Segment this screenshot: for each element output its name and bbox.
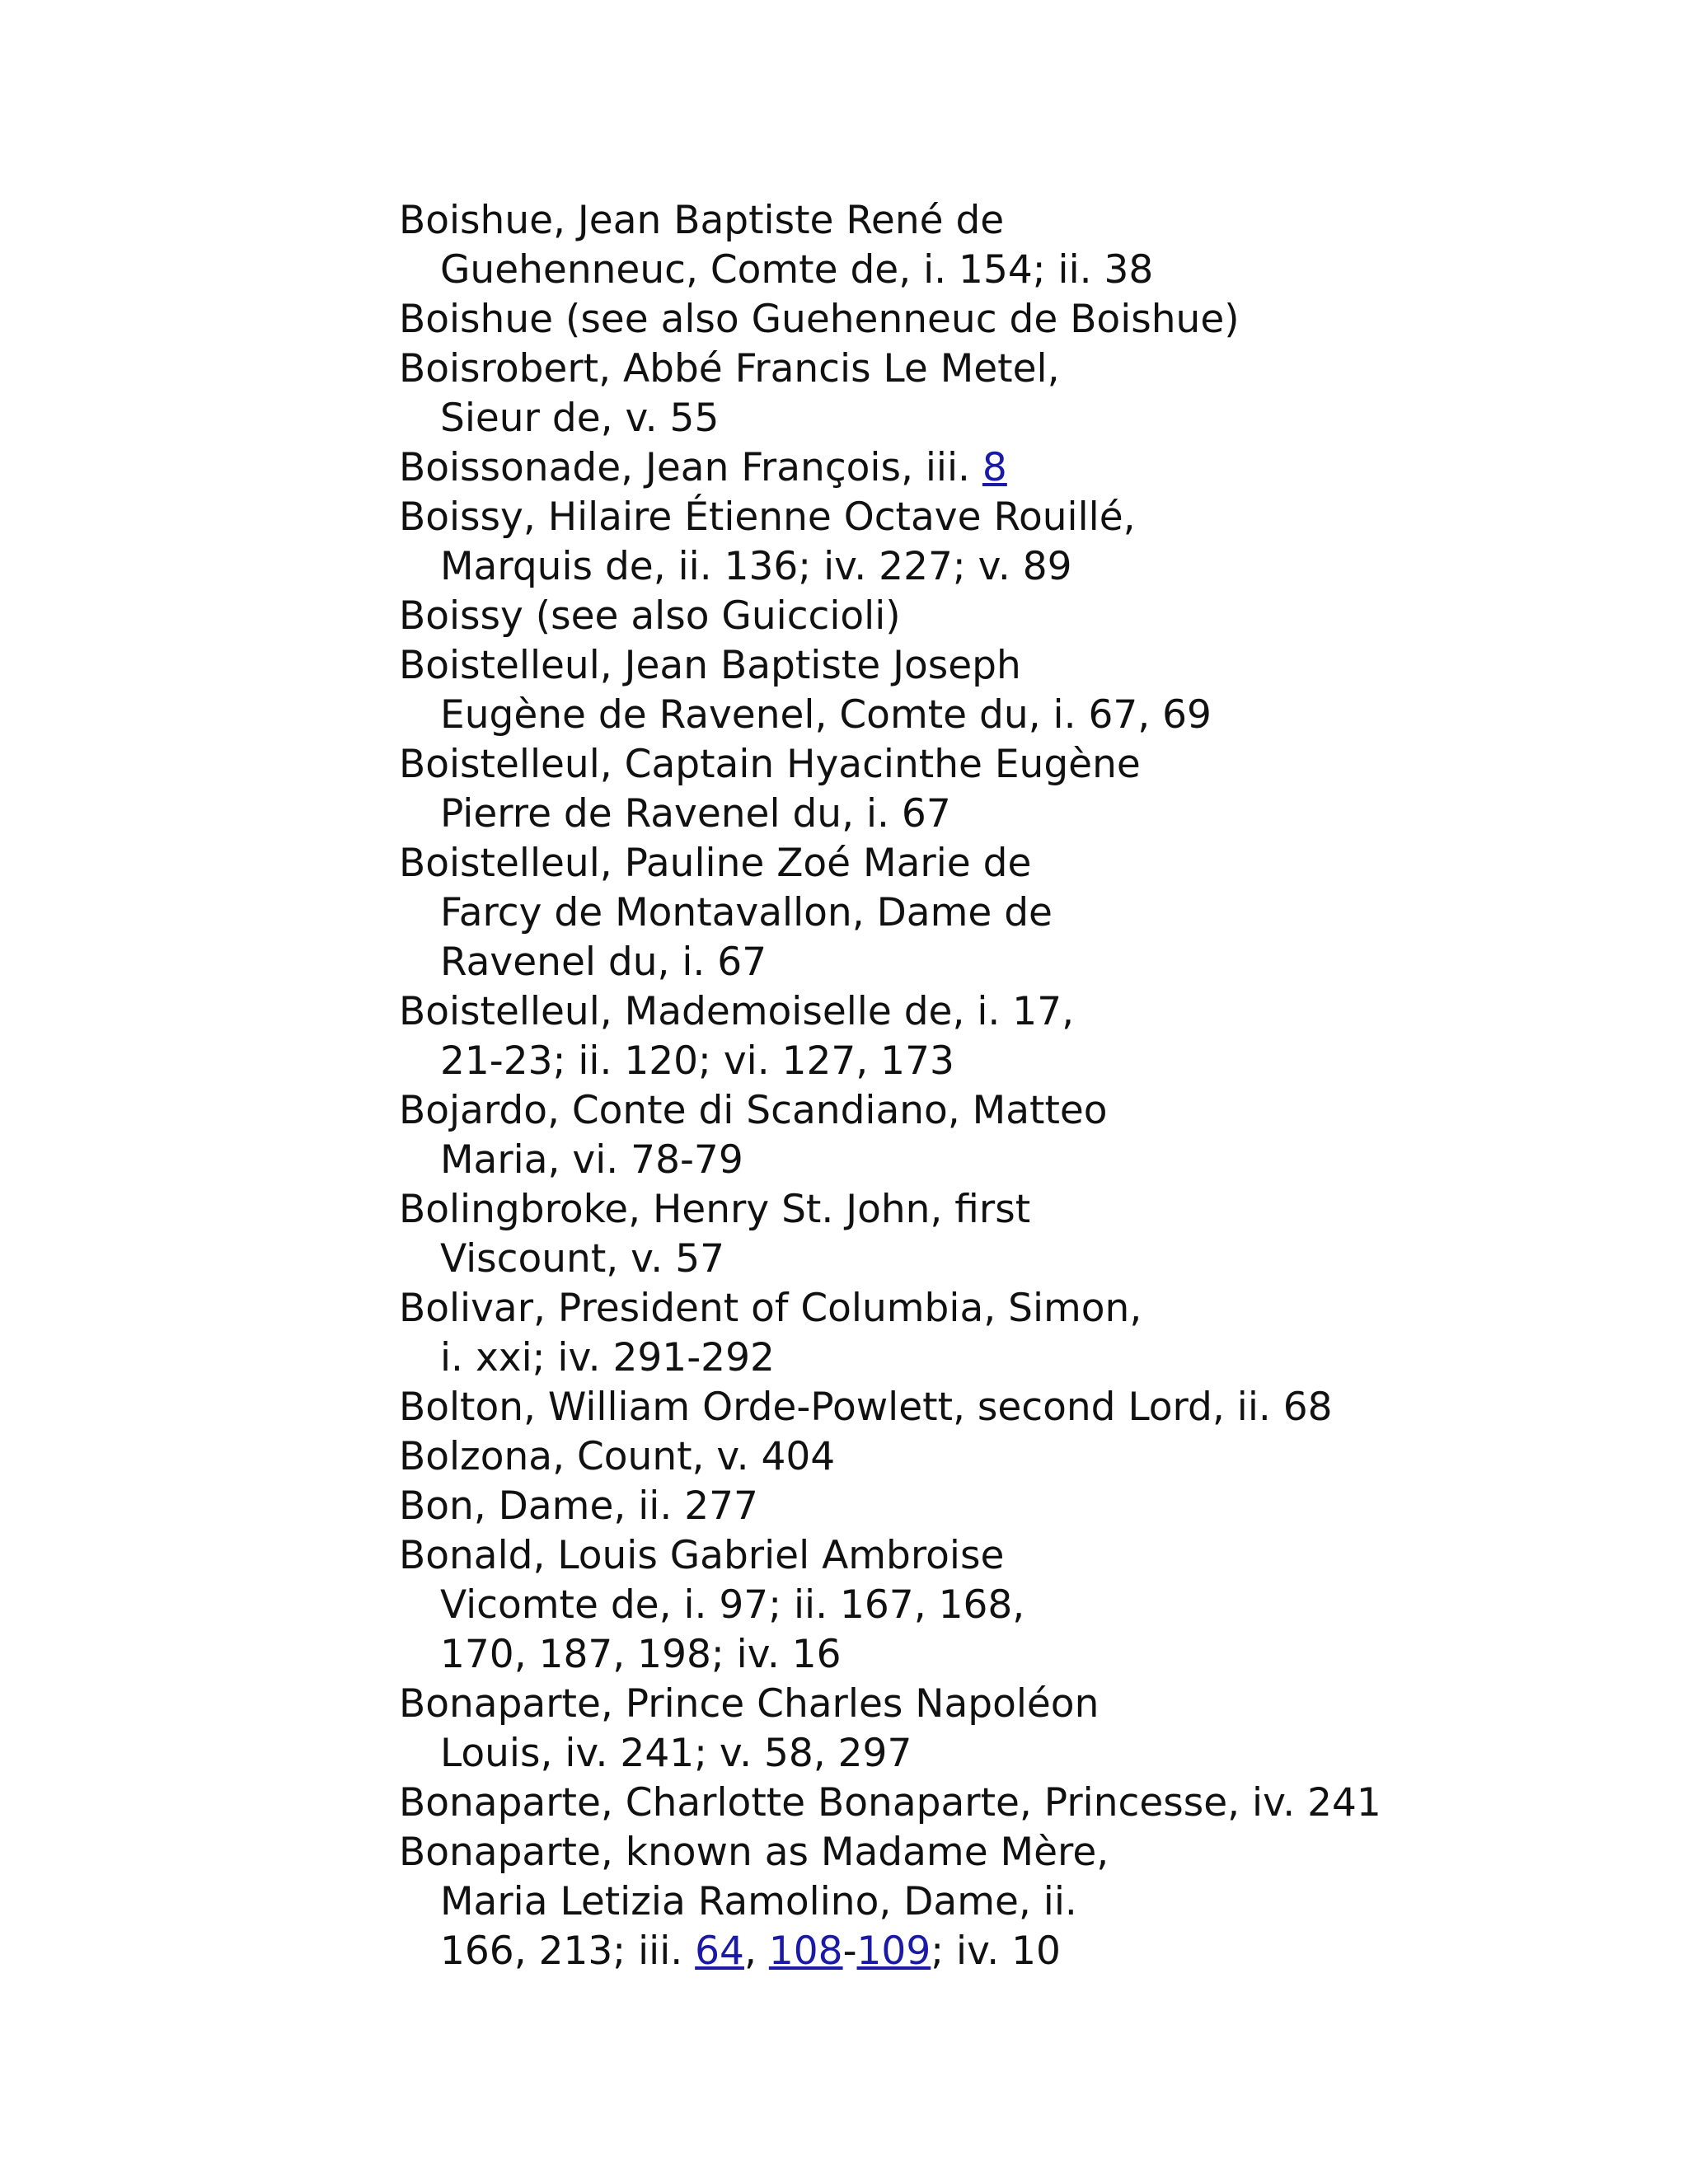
index-entry-heading [399,1383,1635,1432]
index-text: i. xxi; iv. 291-292 [440,1335,775,1380]
index-entry-heading [399,1779,1635,1828]
page-reference-link[interactable]: 108 [768,1929,843,1974]
index-text: Viscount, v. 57 [440,1236,724,1282]
index-entry [399,1284,1635,1383]
index-entry-heading [399,1828,1635,1877]
index-entry [399,641,1635,740]
index-entry-heading [399,344,1635,394]
index-entry-heading [399,1432,1635,1482]
index-text: Marquis de, ii. 136; iv. 227; v. 89 [440,544,1072,589]
index-entry-continuation [399,1729,1635,1779]
index-entry-continuation [399,888,1635,938]
index-text: Bonald, Louis Gabriel Ambroise [399,1533,1005,1578]
index-text: Louis, iv. 241; v. 58, 297 [440,1731,912,1776]
index-text: - [842,1929,857,1974]
index-text: Boistelleul, Jean Baptiste Joseph [399,643,1021,688]
index-entry-heading [399,493,1635,542]
index-text: ; iv. 10 [931,1929,1061,1974]
index-text: Boishue (see also Guehenneuc de Boishue) [399,297,1240,342]
index-entry-heading [399,1185,1635,1235]
index-entry-heading [399,592,1635,641]
page-reference-link[interactable]: 8 [982,445,1007,490]
index-entry-heading [399,1284,1635,1333]
index-entry-heading [399,641,1635,691]
index-list [399,196,1635,1976]
index-text: Bolton, William Orde-Powlett, second Lord, ii. 68 [399,1385,1333,1430]
index-entry-heading [399,740,1635,790]
index-entry [399,987,1635,1086]
index-text: Bolivar, President of Columbia, Simon, [399,1286,1142,1331]
index-text: Boistelleul, Mademoiselle de, i. 17, [399,989,1075,1034]
index-text: Pierre de Ravenel du, i. 67 [440,791,951,837]
index-entry [399,344,1635,443]
page-reference-link[interactable]: 64 [695,1929,744,1974]
index-entry [399,295,1635,344]
index-text: 166, 213; iii. [440,1929,696,1974]
index-entry-continuation [399,1630,1635,1680]
index-entry [399,1086,1635,1185]
index-entry-continuation [399,246,1635,295]
index-entry-continuation [399,542,1635,592]
index-text: Boissy (see also Guiccioli) [399,593,901,639]
index-text: Bonaparte, Charlotte Bonaparte, Princesse, iv. 241 [399,1780,1381,1825]
index-entry-continuation [399,1333,1635,1383]
index-entry-heading [399,839,1635,888]
page-reference-link[interactable]: 109 [856,1929,931,1974]
index-entry [399,1828,1635,1976]
index-text: Farcy de Montavallon, Dame de [440,890,1053,935]
index-text: 170, 187, 198; iv. 16 [440,1632,842,1677]
index-entry [399,196,1635,295]
index-text: Eugène de Ravenel, Comte du, i. 67, 69 [440,692,1212,738]
index-entry-heading [399,196,1635,246]
index-text: Bonaparte, Prince Charles Napoléon [399,1681,1100,1727]
index-entry-heading [399,1531,1635,1581]
index-entry [399,1383,1635,1432]
index-text: Boisrobert, Abbé Francis Le Metel, [399,346,1060,391]
index-text: Bonaparte, known as Madame Mère, [399,1830,1109,1875]
index-text: Bojardo, Conte di Scandiano, Matteo [399,1088,1108,1133]
index-text: Boissy, Hilaire Étienne Octave Rouillé, [399,494,1136,540]
index-entry-heading [399,295,1635,344]
index-entry [399,1680,1635,1779]
index-text: Bon, Dame, ii. 277 [399,1483,758,1529]
index-entry [399,1779,1635,1828]
index-entry-heading [399,1086,1635,1136]
index-entry [399,592,1635,641]
index-entry-continuation [399,790,1635,839]
index-text: Ravenel du, i. 67 [440,940,767,985]
index-text: Vicomte de, i. 97; ii. 167, 168, [440,1582,1025,1628]
index-entry [399,1482,1635,1531]
index-entry-continuation [399,1235,1635,1284]
index-entry-heading [399,1482,1635,1531]
index-entry [399,740,1635,839]
index-entry [399,1432,1635,1482]
index-text: Boistelleul, Captain Hyacinthe Eugène [399,742,1141,787]
index-text: Boissonade, Jean François, iii. [399,445,982,490]
index-entry [399,443,1635,493]
index-text: Bolzona, Count, v. 404 [399,1434,836,1479]
index-entry-heading [399,1680,1635,1729]
index-entry [399,493,1635,592]
index-text: 21-23; ii. 120; vi. 127, 173 [440,1038,954,1084]
index-text: Sieur de, v. 55 [440,396,720,441]
index-text: Guehenneuc, Comte de, i. 154; ii. 38 [440,247,1154,293]
index-text: Maria, vi. 78-79 [440,1137,743,1183]
index-text: Boistelleul, Pauline Zoé Marie de [399,841,1032,886]
index-entry-continuation [399,1581,1635,1630]
index-text: Bolingbroke, Henry St. John, first [399,1187,1031,1232]
index-text: , [743,1929,769,1974]
index-entry-continuation [399,1037,1635,1086]
index-text: Boishue, Jean Baptiste René de [399,198,1005,243]
index-text: Maria Letizia Ramolino, Dame, ii. [440,1879,1077,1924]
index-entry-continuation [399,1136,1635,1185]
index-entry-heading [399,987,1635,1037]
index-entry [399,1531,1635,1680]
index-entry-heading [399,443,1635,493]
index-entry-continuation [399,1877,1635,1927]
index-entry-continuation [399,1927,1635,1976]
index-entry-continuation [399,394,1635,443]
index-entry-continuation [399,691,1635,740]
index-entry [399,1185,1635,1284]
index-entry-continuation [399,938,1635,987]
index-entry [399,839,1635,987]
